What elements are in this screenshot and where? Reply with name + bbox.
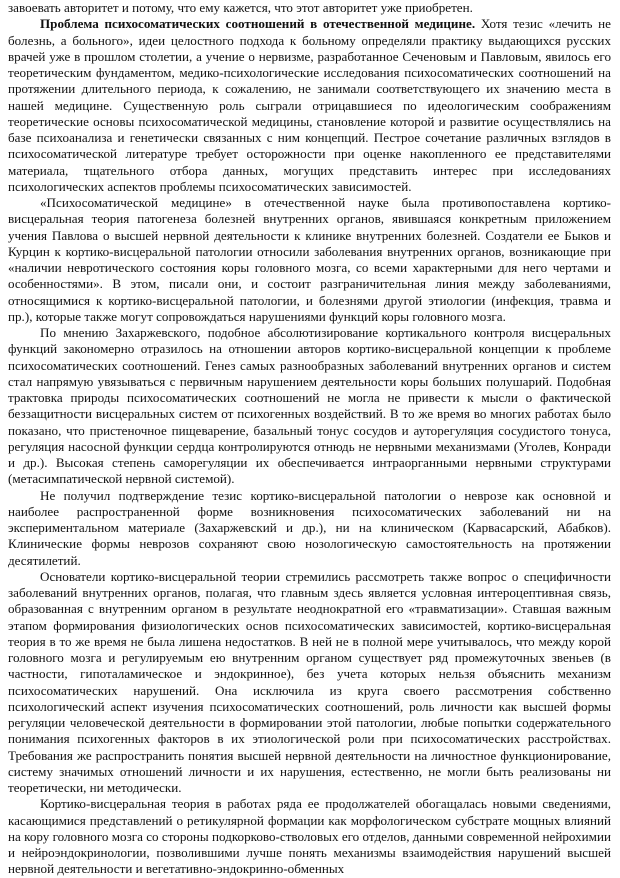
paragraph-5: Основатели кортико-висцеральной теории стремились рассмотреть также вопрос о специфичности заболеваний внутренних органов, полагая, что главным здесь является условная интероцептивная связь, образованная с внутренним органом в результате неоднократной его «травматизации». Ставшая важным этапом формирования физиологических основ психосоматических зависимостей, кортико-висцеральная теория в то же время не была лишена недостатков. В ней не в полной мере учитывалось, что между корой головного мозга и регулируемым ею внутренним органом существует ряд промежуточных звеньев (в частности, гипоталамическое и эндокринное), без учета которых нельзя объяснить механизм психосоматических нарушений. Она исключила из круга своего рассмотрения собственно психологический аспект изучения психосоматических соотношений, роль личности как высшей формы регуляции человеческой деятельности в формировании этой патологии, любые попытки содержательного понимания психогенных факторов в их этиологической роли при психосоматических расстройствах. Требования же распространить понятия высшей нервной деятельности на личностное функционирование, систему значимых отношений личности и их нарушения, естественно, не могли быть реализованы ни теоретически, ни методически. [8,568,611,795]
lead-line: завоевать авторитет и потому, что ему кажется, что этот авторитет уже приобретен. [8,0,473,15]
paragraph-2: «Психосоматической медицине» в отечественной науке была противопоставлена кортико-висцеральная теория патогенеза болезней внутренних органов, явившаяся конкретным приложением учения Павлова о высшей нервной деятельности к клинике внутренних болезней. Создатели ее Быков и Курцин к кортико-висцеральной патологии относили заболевания внутренних органов, возникающие при «наличии невротического состояния коры головного мозга, со всеми характерными для него чертами и особенностями». В этом, писали они, и состоит разграничительная линия между заболеваниями, относящимися к кортико-висцеральной патологии, и болезнями другой этиологии (инфекция, травма и пр.), которые также могут сопровождаться нарушениями функций коры головного мозга. [8,195,611,324]
paragraph-3: По мнению Захаржевского, подобное абсолютизирование кортикального контроля висцеральных функций закономерно отразилось на отношении авторов кортико-висцеральной концепции к проблеме психосоматических соотношений. Генез самых разнообразных заболеваний внутренних органов и систем стал напрямую увязываться с первичным нарушением деятельности коры больших полушарий. Подобная трактовка природы психосоматических соотношений не могла не привести к мысли о фактической беззащитности висцеральных систем от психогенных воздействий. В то же время во многих работах было показано, что пристеночное пищеварение, базальный тонус сосудов и ауторегуляция сосудистого тонуса, регуляция насосной функции сердца контролируются отнюдь не нервными механизмами (Уголев, Конради и др.). Высокая степень саморегуляции их обеспечивается интраорганными нервными структурами (метасимпатической нервной системой). [8,325,611,487]
document-page [8,0,611,878]
paragraph-1 [8,16,611,195]
paragraph-6: Кортико-висцеральная теория в работах ряда ее продолжателей обогащалась новыми сведениями, касающимися представлений о ретикулярной формации как морфологическом субстрате мощных влияний на кору головного мозга со стороны подкорково-стволовых его отделов, данными современной нейрохимии и нейроэндокринологии, позволившими лучше понять механизмы взаимодействия нарушений высшей нервной деятельности и вегетативно-эндокринно-обменных [8,796,611,877]
paragraph-1-text: Хотя тезис «лечить не болезнь, а больного», идеи целостного подхода к больному определяли практику выдающихся русских врачей уже в прошлом столетии, а учение о нервизме, разработанное Сеченовым и Павловым, явилось его теоретическим фундаментом, медико-психологические исследования психосоматических соотношений на протяжении длительного периода, к сожалению, не занимали соответствующего их значению места в нашей медицине. Существенную роль сыграли отрицавшиеся по идеологическим соображениям теоретические основы психосоматической медицины, становление которой и развитие осуществлялись на базе психоанализа и генетически связанных с ним концепций. Пестрое сочетание различных взглядов в психосоматической литературе требует осторожности при оценке накопленного ее представителями материала, тщательного отбора данных, могущих представить интерес при исследованиях психологических аспектов проблемы психосоматических зависимостей. [8,16,611,194]
paragraph-4: Не получил подтверждение тезис кортико-висцеральной патологии о неврозе как основной и наиболее распространенной форме возникновения психосоматических заболеваний ни на экспериментальном материале (Захаржевский и др.), ни на клиническом (Карвасарский, Абабков). Клинические формы неврозов сохраняют свою нозологическую самостоятельность на протяжении десятилетий. [8,487,611,568]
section-heading: Проблема психосоматических соотношений в отечественной медицине. [40,16,476,32]
